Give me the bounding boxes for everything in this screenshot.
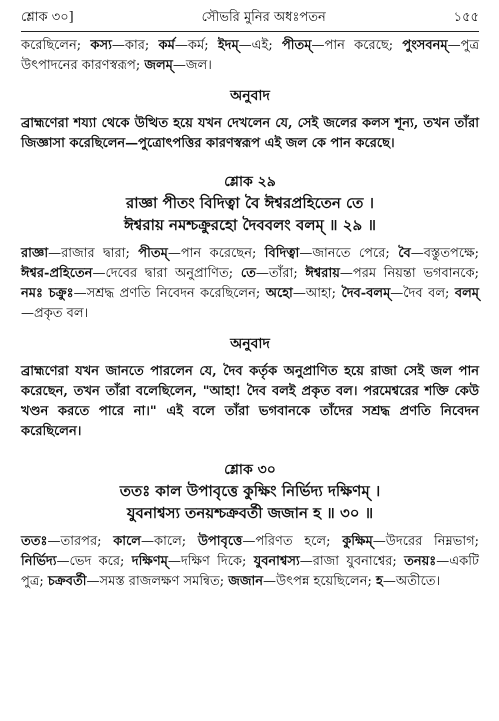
term: নির্ভিদ্য [21, 554, 57, 569]
header-chapter-title: সৌভরি মুনির অধঃপতন [201, 9, 326, 25]
gloss: —তাঁরা; [255, 266, 306, 281]
term: দক্ষিণম্ [131, 554, 168, 569]
term: ততঃ [21, 534, 48, 549]
term: পীতম্ [138, 246, 168, 261]
term: কস্য [90, 38, 112, 53]
gloss: —একটি পুত্র; [21, 554, 480, 589]
gloss: —রাজার দ্বারা; [48, 246, 139, 261]
page-header [21, 7, 479, 29]
header-verse-ref: শ্লোক ৩০] [21, 9, 74, 25]
term: জজান [228, 574, 264, 589]
term: হ [376, 574, 383, 589]
verse-30-line-2: যুবনাশ্বস্য তনয়শ্চক্রবর্তী জজান হ ॥ ৩০ ॥ [126, 504, 374, 522]
verse-29-line-2: ঈশ্বরায় নমশ্চক্রুরহো দৈববলং বলম্ ॥ ২৯ ॥ [124, 216, 376, 234]
gloss: —দক্ষিণ দিকে; [167, 554, 254, 569]
term: ঈশ্বর-প্রহিতেন [21, 266, 93, 281]
term: চক্রবর্তী [47, 574, 87, 589]
gloss: —আহা; [292, 286, 342, 301]
term: পীতম্ [281, 38, 312, 53]
gloss: —সমস্ত রাজলক্ষণ সমন্বিত; [86, 574, 229, 589]
term: কর্ম [158, 38, 175, 53]
gloss: —পরম নিয়ন্তা ভগবানকে; [339, 266, 479, 281]
gloss: —বস্তুতপক্ষে; [410, 246, 479, 261]
verse-30-title: শ্লোক ৩০ [224, 462, 276, 478]
gloss: —পুত্র উৎপাদনের কারণস্বরূপ; [21, 38, 480, 73]
verse-29-line-1: রাজ্ঞা পীতং বিদিত্বা বৈ ঈশ্বরপ্রহিতেন তে । [126, 194, 374, 212]
translation-29: ব্রাহ্মণেরা যখন জানতে পারলেন যে, দৈব কর্তৃক অনুপ্রাণিত হয়ে রাজা সেই জল পান করেছেন, তখন তাঁরা বলেছিলেন, "আহা! দৈব বলই প্রকৃত বল। পরমেশ্বরের শক্তি কেউ খণ্ডন করতে পারে না।" এই বলে তাঁরা ভগবানকে তাঁদের সশ্রদ্ধ প্রণতি নিবেদন করেছিলেন। [21, 364, 479, 439]
gloss: —কর্ম; [174, 38, 218, 53]
gloss: —পান করেছে; [311, 38, 403, 53]
translation-28: ব্রাহ্মণেরা শয্যা থেকে উত্থিত হয়ে যখন দেখলেন যে, সেই জলের কলস শূন্য, তখন তাঁরা জিজ্ঞাসা করেছিলেন—পুত্রোৎপত্তির কারণস্বরূপ এই জল কে পান করেছে। [21, 116, 479, 151]
gloss: করেছিলেন; [21, 38, 91, 53]
gloss: —এই; [238, 38, 282, 53]
gloss: —দৈব বল; [390, 286, 455, 301]
page-body [21, 36, 479, 592]
term: তনয়ঃ [404, 554, 437, 569]
term: বৈ [398, 246, 411, 261]
synonyms-30 [21, 532, 479, 592]
header-page-number: ১৫৫ [453, 9, 479, 25]
gloss: —দেবের দ্বারা অনুপ্রাণিত; [92, 266, 241, 281]
term: বলম্ [454, 286, 479, 301]
synonyms-28-continued [21, 36, 479, 76]
term: ঈশ্বরায় [305, 266, 340, 281]
term: কালে [113, 534, 141, 549]
term: রাজ্ঞা [21, 246, 49, 261]
gloss: —কার; [111, 38, 159, 53]
term: কুক্ষিম্ [342, 534, 373, 549]
gloss: —পান করেছেন; [167, 246, 265, 261]
header-rule [21, 31, 479, 32]
gloss: —উৎপন্ন হয়েছিলেন; [263, 574, 376, 589]
term: উপাবৃত্তে [197, 534, 243, 549]
gloss: —উদরের নিম্নভাগ; [372, 534, 479, 549]
gloss: —সশ্রদ্ধ প্রণতি নিবেদন করেছিলেন; [73, 286, 266, 301]
verse-29-title: শ্লোক ২৯ [224, 174, 276, 190]
gloss: —তারপর; [47, 534, 114, 549]
translation-heading-29: অনুবাদ [230, 336, 270, 352]
term: নমঃ চক্রুঃ [21, 286, 74, 301]
term: তে [240, 266, 256, 281]
term: অহো [265, 286, 293, 301]
gloss: —জল। [172, 58, 212, 73]
gloss: —ভেদ করে; [56, 554, 132, 569]
gloss: —অতীতে। [382, 574, 441, 589]
gloss: —প্রকৃত বল। [21, 306, 89, 321]
term: দৈব-বলম্ [341, 286, 391, 301]
gloss: —পরিণত হলে; [242, 534, 343, 549]
gloss: —রাজা যুবনাশ্বের; [299, 554, 405, 569]
term: জলম্ [144, 58, 173, 73]
synonyms-29 [21, 244, 479, 324]
term: পুংসবনম্ [402, 38, 448, 53]
gloss: —জানতে পেরে; [299, 246, 399, 261]
term: ইদম্ [217, 38, 239, 53]
term: যুবনাশ্বস্য [253, 554, 300, 569]
translation-heading-28: অনুবাদ [230, 88, 270, 104]
verse-30-line-1: ততঃ কাল উপাবৃত্তে কুক্ষিং নির্ভিদ্য দক্ষিণম্ । [119, 482, 381, 500]
gloss: —কালে; [140, 534, 198, 549]
term: বিদিত্বা [264, 246, 300, 261]
